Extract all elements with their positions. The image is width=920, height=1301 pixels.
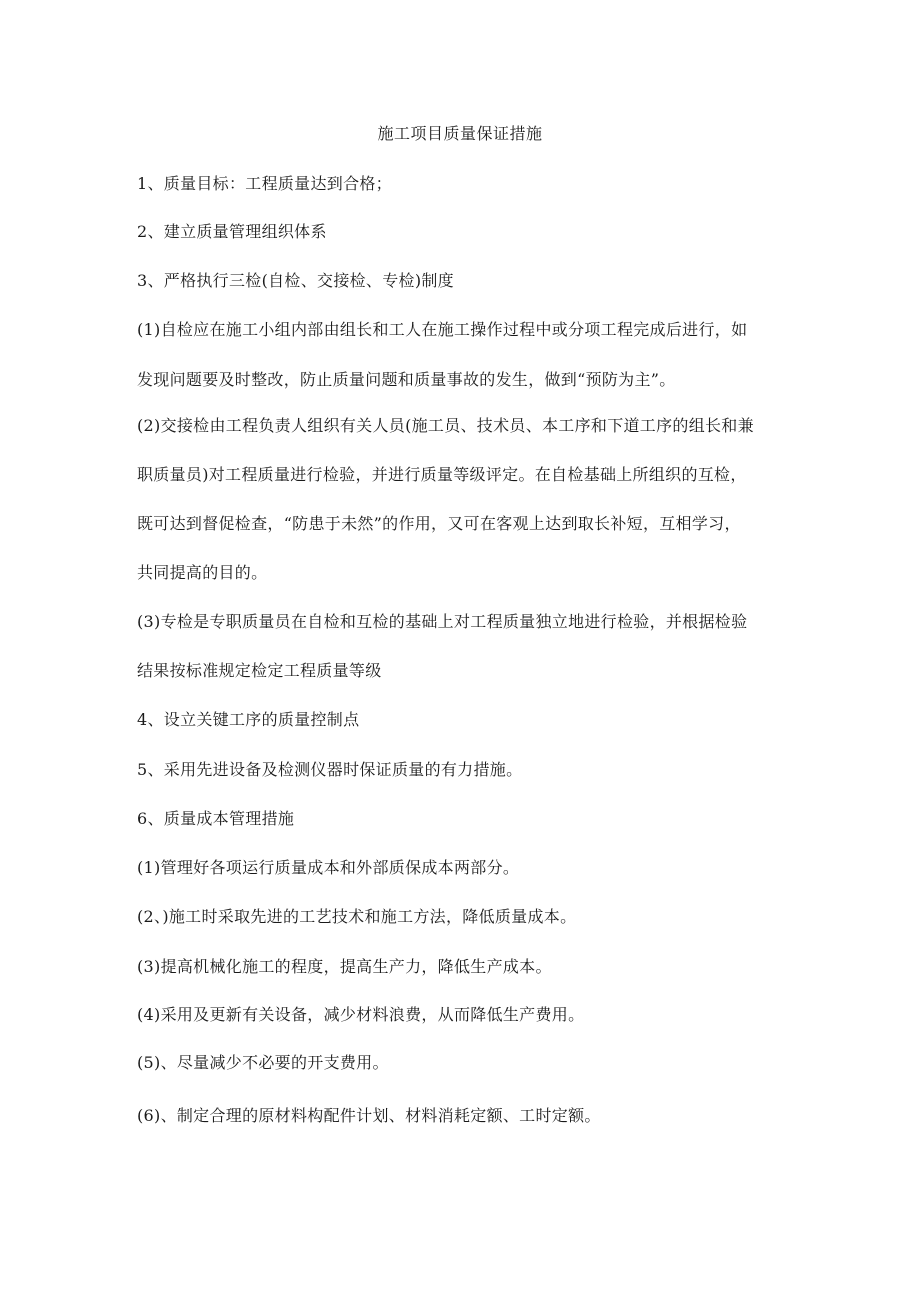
paragraph-self-check-line-2: 发现问题要及时整改，防止质量问题和质量事故的发生，做到“预防为主”。 [137,370,676,389]
cost-measure-6: (6)、制定合理的原材料构配件计划、材料消耗定额、工时定额。 [137,1106,601,1125]
document-title: 施工项目质量保证措施 [377,124,543,143]
paragraph-special-check-line-1: (3)专检是专职质量员在自检和互检的基础上对工程质量独立地进行检验，并根据检验 [137,612,748,631]
cost-measure-3: (3)提高机械化施工的程度，提高生产力，降低生产成本。 [137,957,552,976]
paragraph-self-check-line-1: (1)自检应在施工小组内部由组长和工人在施工操作过程中或分项工程完成后进行，如 [137,320,748,339]
item-cost-management: 6、质量成本管理措施 [137,809,295,828]
item-quality-target: 1、质量目标：工程质量达到合格； [137,174,392,193]
cost-measure-2: (2、)施工时采取先进的工艺技术和施工方法，降低质量成本。 [137,907,577,926]
cost-measure-4: (4)采用及更新有关设备，减少材料浪费，从而降低生产费用。 [137,1005,585,1024]
cost-measure-1: (1)管理好各项运行质量成本和外部质保成本两部分。 [137,858,520,877]
item-control-points: 4、设立关键工序的质量控制点 [137,710,360,729]
paragraph-handover-check-line-2: 职质量员)对工程质量进行检验，并进行质量等级评定。在自检基础上所组织的互检， [137,465,747,484]
item-advanced-equipment: 5、采用先进设备及检测仪器时保证质量的有力措施。 [137,760,523,779]
paragraph-handover-check-line-3: 既可达到督促检查，“防患于未然”的作用，又可在客观上达到取长补短，互相学习， [137,514,741,533]
paragraph-handover-check-line-1: (2)交接检由工程负责人组织有关人员(施工员、技术员、本工序和下道工序的组长和兼 [137,416,754,435]
item-three-checks: 3、严格执行三检(自检、交接检、专检)制度 [137,271,454,290]
cost-measure-5: (5)、尽量减少不必要的开支费用。 [137,1053,389,1072]
item-quality-system: 2、建立质量管理组织体系 [137,222,327,241]
paragraph-special-check-line-2: 结果按标准规定检定工程质量等级 [137,661,382,680]
paragraph-handover-check-line-4: 共同提高的目的。 [137,563,268,582]
